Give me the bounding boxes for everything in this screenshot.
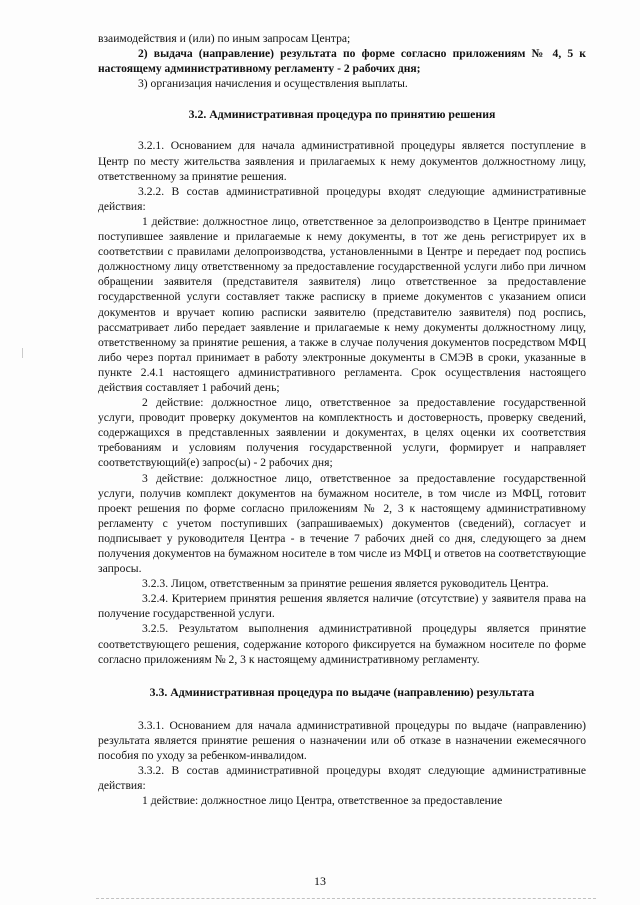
- scan-artifact-bottom: [96, 898, 596, 900]
- intro-line-2: 2) выдача (направление) результата по форме согласно приложениям № 4, 5 к настоящему административному регламенту - 2 рабочих дня;: [98, 47, 586, 76]
- paragraph-action-1-cont: 1 действие: должностное лицо Центра, ответственное за предоставление: [142, 794, 503, 808]
- document-body: [98, 31, 586, 808]
- section-3-2-heading: 3.2. Административная процедура по принятию решения: [188, 107, 496, 122]
- section-3-3-heading: 3.3. Административная процедура по выдаче (направлению) результата: [149, 684, 535, 699]
- page-number: 13: [314, 874, 326, 888]
- paragraph-3-2-1: 3.2.1. Основанием для начала административной процедуры является поступление в Центр по месту жительства заявления и прилагаемых к нему документов должностному лицу, ответственному за принятие решения.: [98, 139, 586, 183]
- paragraph-action-2: 2 действие: должностное лицо, ответственное за предоставление государственной услуги, проводит проверку документов на комплектность и достоверность, проверку сведений, содержащихся в представленных заявлении и документах, в целях оценки их соответствия требованиям и условиям получения государственной услуги, формирует и направляет соответствующий(е) запрос(ы) - 2 рабочих дня;: [98, 396, 586, 470]
- paragraph-action-3: 3 действие: должностное лицо, ответственное за предоставление государственной услуги, получив комплект документов на бумажном носителе, в том числе из МФЦ, готовит проект решения по форме согласно приложениям № 2, 3 к настоящему административному регламенту с учетом поступивших (запрашиваемых) документов (сведений), согласует и подписывает у руководителя Центра - в течение 7 рабочих дней со дня, следующего за днем получения документов на бумажном носителе в том числе из МФЦ и ответов на соответствующие запросы.: [98, 471, 586, 576]
- scan-artifact: [22, 348, 23, 358]
- intro-line-3: 3) организация начисления и осуществления выплаты.: [138, 77, 408, 91]
- paragraph-3-3-2: 3.3.2. В состав административной процедуры входят следующие административные действия:: [98, 764, 586, 793]
- intro-line-1: взаимодействия и (или) по иным запросам Центра;: [98, 32, 351, 45]
- paragraph-3-2-2: 3.2.2. В состав административной процедуры входят следующие административные действия:: [98, 184, 586, 213]
- paragraph-3-2-4: 3.2.4. Критерием принятия решения является наличие (отсутствие) у заявителя права на получение государственной услуги.: [98, 592, 586, 621]
- paragraph-action-1: 1 действие: должностное лицо, ответственное за делопроизводство в Центре принимает поступившее заявление и прилагаемые к нему документы, в тот же день регистрирует их в соответствии с правилами делопроизводства, установленными в Центре и передает под роспись должностному лицу ответственному за предоставление государственной услуги либо при личном обращении заявителя (представителя заявителя) лицо ответственное за предоставление государственной услуги составляет также расписку в приеме документов с указанием описи документов и вручает копию расписки заявителю (представителю заявителя) под роспись, рассматривает либо передает заявление и прилагаемые к нему документы должностному лицу, ответственному за принятие решения, а также в случае получения документов посредством МФЦ либо через портал принимает в работу электронные документы в СМЭВ в сроки, указанные в пункте 2.4.1 настоящего административного регламента. Срок осуществления настоящего действия составляет 1 рабочий день;: [98, 214, 586, 394]
- paragraph-3-2-3: 3.2.3. Лицом, ответственным за принятие решения является руководитель Центра.: [142, 577, 549, 591]
- paragraph-3-3-1: 3.3.1. Основанием для начала административной процедуры по выдаче (направлению) результата является принятие решения о назначении или об отказе в назначении ежемесячного пособия по уходу за ребенком-инвалидом.: [98, 718, 586, 763]
- paragraph-3-2-5: 3.2.5. Результатом выполнения административной процедуры является принятие соответствующего решения, содержание которого фиксируется на бумажном носителе по форме согласно приложениям № 2, 3 к настоящему административному регламенту.: [98, 622, 586, 666]
